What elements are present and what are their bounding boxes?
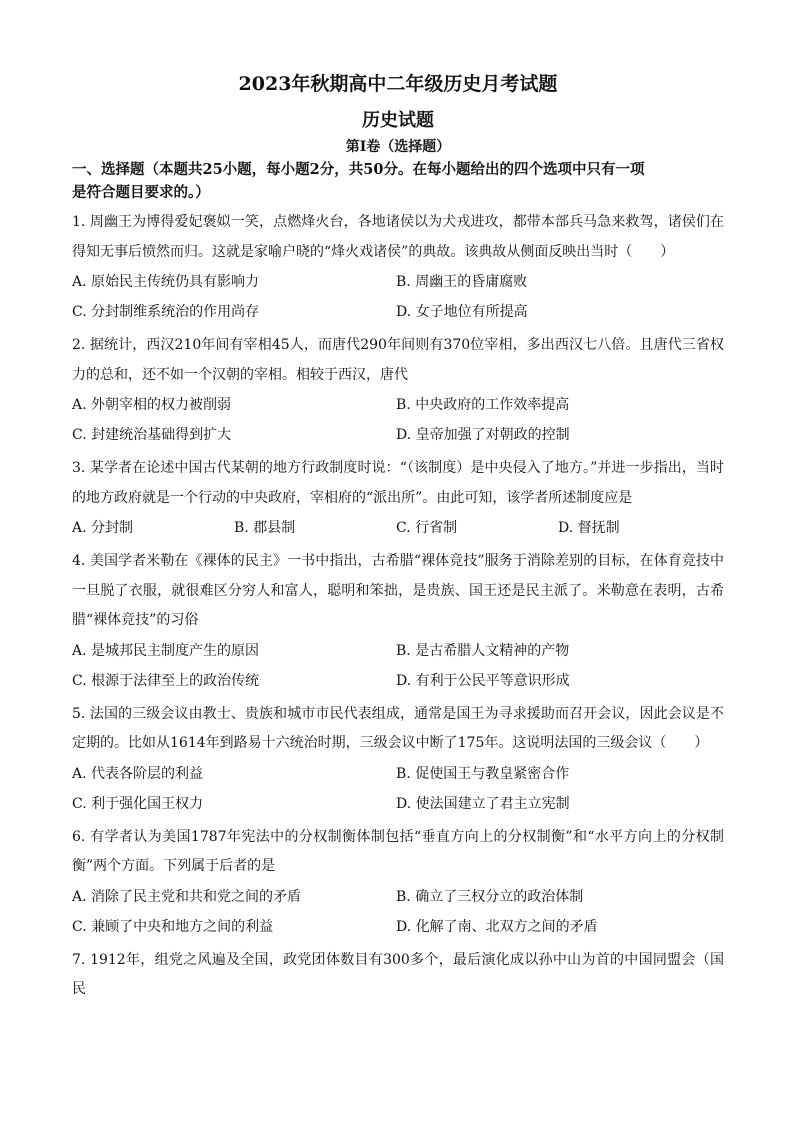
exam-page xyxy=(72,70,724,1005)
option-a[interactable]: A. 外朝宰相的权力被削弱 xyxy=(72,397,232,413)
options xyxy=(72,513,724,543)
option-b[interactable]: B. 确立了三权分立的政治体制 xyxy=(396,888,584,905)
option-b[interactable]: B. 郡县制 xyxy=(234,520,296,536)
question-stem: 4. 美国学者米勒在《裸体的民主》一书中指出，古希腊“裸体竞技”服务于消除差别的目标，在体育竞技中一旦脱了衣服，就很难区分穷人和富人，聪明和笨拙，是贵族、国王还是民主派了。米勒意在表明，古希腊“裸体竞技”的习俗 xyxy=(72,553,724,628)
option-c[interactable]: C. 行省制 xyxy=(396,520,458,536)
exam-subtitle: 历史试题 xyxy=(362,110,434,131)
question-7 xyxy=(72,946,724,1005)
option-d[interactable]: D. 女子地位有所提高 xyxy=(396,304,528,320)
question-6 xyxy=(72,823,724,942)
option-a[interactable]: A. 原始民主传统仍具有影响力 xyxy=(72,274,260,290)
option-a[interactable]: A. 消除了民主党和共和党之间的矛盾 xyxy=(72,888,302,905)
question-3 xyxy=(72,454,724,543)
exam-title: 2023年秋期高中二年级历史月考试题 xyxy=(238,73,558,95)
question-stem: 1. 周幽王为博得爱妃褒姒一笑，点燃烽火台，各地诸侯以为犬戎进攻，都带本部兵马急来救驾，诸侯们在得知无事后愤然而归。这就是家喻户晓的“烽火戏诸侯”的典故。该典故从侧面反映出当时（ ） xyxy=(72,214,724,260)
question-1 xyxy=(72,208,724,327)
option-d[interactable]: D. 有利于公民平等意识形成 xyxy=(396,672,570,689)
question-stem: 3. 某学者在论述中国古代某朝的地方行政制度时说：“（该制度）是中央侵入了地方。”并进一步指出，当时的地方政府就是一个行动的中央政府，宰相府的“派出所”。由此可知，该学者所述制度应是 xyxy=(72,460,724,506)
option-b[interactable]: B. 周幽王的昏庸腐败 xyxy=(396,274,528,290)
options xyxy=(72,267,724,327)
question-stem: 6. 有学者认为美国1787年宪法中的分权制衡体制包括“垂直方向上的分权制衡”和“水平方向上的分权制衡”两个方面。下列属于后者的是 xyxy=(72,828,724,874)
option-b[interactable]: B. 是古希腊人文精神的产物 xyxy=(396,642,570,659)
section-heading-line-2: 是符合题目要求的。） xyxy=(72,184,210,201)
question-4 xyxy=(72,547,724,696)
option-a[interactable]: A. 代表各阶层的利益 xyxy=(72,765,204,782)
option-d[interactable]: D. 皇帝加强了对朝政的控制 xyxy=(396,427,570,443)
option-b[interactable]: B. 促使国王与教皇紧密合作 xyxy=(396,765,570,782)
question-stem: 7. 1912年，组党之风遍及全国，政党团体数目有300多个，最后演化成以孙中山为首的中国同盟会（国民 xyxy=(72,951,724,997)
option-c[interactable]: C. 根源于法律至上的政治传统 xyxy=(72,672,260,689)
question-stem: 5. 法国的三级会议由教士、贵族和城市市民代表组成，通常是国王为寻求援助而召开会议，因此会议是不定期的。比如从1614年到路易十六统治时期，三级会议中断了175年。这说明法国的三级会议（ ） xyxy=(72,705,724,751)
option-c[interactable]: C. 利于强化国王权力 xyxy=(72,795,204,812)
option-b[interactable]: B. 中央政府的工作效率提高 xyxy=(396,397,570,413)
option-a[interactable]: A. 分封制 xyxy=(72,520,134,536)
option-d[interactable]: D. 化解了南、北双方之间的矛盾 xyxy=(396,918,598,935)
option-c[interactable]: C. 分封制维系统治的作用尚存 xyxy=(72,304,260,320)
option-c[interactable]: C. 兼顾了中央和地方之间的利益 xyxy=(72,918,274,935)
option-c[interactable]: C. 封建统治基础得到扩大 xyxy=(72,427,232,443)
question-5 xyxy=(72,700,724,819)
options xyxy=(72,882,724,942)
volume-heading: 第Ⅰ卷（选择题） xyxy=(345,139,451,155)
section-heading xyxy=(72,158,724,204)
section-heading-line-1: 一、选择题（本题共25小题，每小题2分，共50分。在每小题给出的四个选项中只有一项 xyxy=(72,161,645,178)
options xyxy=(72,390,724,450)
question-2 xyxy=(72,331,724,450)
option-d[interactable]: D. 使法国建立了君主立宪制 xyxy=(396,795,570,812)
options xyxy=(72,636,724,696)
option-d[interactable]: D. 督抚制 xyxy=(558,520,620,536)
question-stem: 2. 据统计，西汉210年间有宰相45人，而唐代290年间则有370位宰相，多出西汉七八倍。且唐代三省权力的总和，还不如一个汉朝的宰相。相较于西汉，唐代 xyxy=(72,337,724,383)
option-a[interactable]: A. 是城邦民主制度产生的原因 xyxy=(72,642,260,659)
options xyxy=(72,759,724,819)
